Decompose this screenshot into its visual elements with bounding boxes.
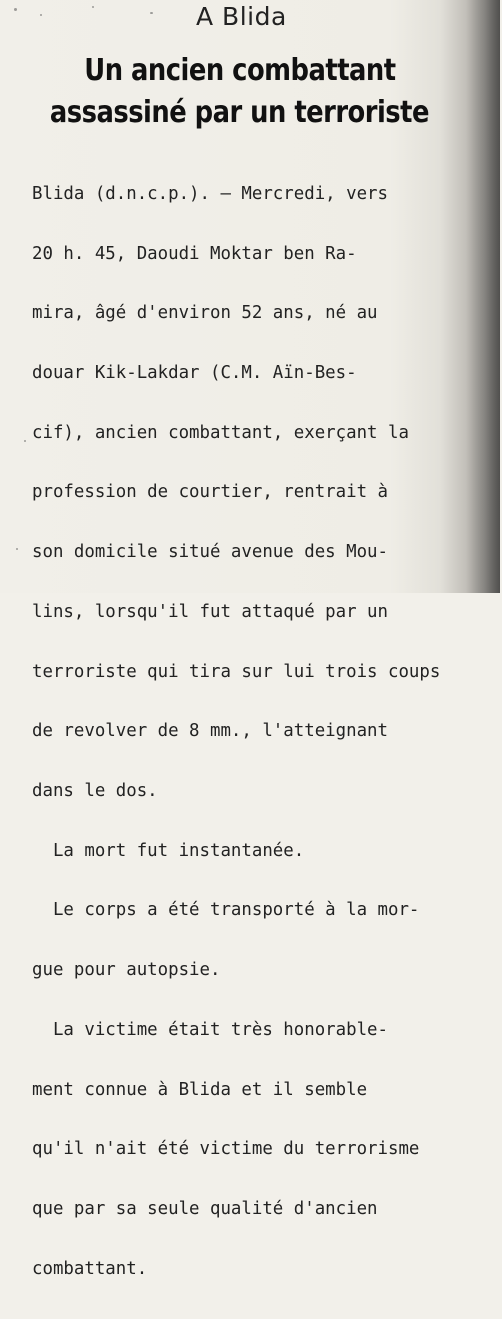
print-speck <box>24 440 26 442</box>
body-line: terroriste qui tira sur lui trois coups <box>32 661 441 682</box>
body-line: La victime était très honorable- <box>32 1019 388 1040</box>
article-kicker: A Blida <box>196 2 287 31</box>
body-line: lins, lorsqu'il fut attaqué par un <box>32 601 388 622</box>
body-line: combattant. <box>32 1258 148 1279</box>
body-line: ment connue à Blida et il semble <box>32 1079 368 1100</box>
body-line: de revolver de 8 mm., l'atteignant <box>32 721 388 742</box>
print-speck <box>150 12 153 14</box>
body-line: La mort fut instantanée. <box>32 840 305 861</box>
headline-line-2: assassiné par un terroriste <box>49 95 429 130</box>
body-line: Blida (d.n.c.p.). — Mercredi, vers <box>32 183 388 204</box>
body-line: dans le dos. <box>32 781 158 801</box>
body-line: douar Kik-Lakdar (C.M. Aïn-Bes- <box>32 362 357 383</box>
print-speck <box>40 14 42 16</box>
article-headline <box>0 50 500 134</box>
print-speck <box>16 548 18 550</box>
body-line: qu'il n'ait été victime du terrorisme <box>32 1139 420 1160</box>
body-line: 20 h. 45, Daoudi Moktar ben Ra- <box>32 243 357 264</box>
body-line: gue pour autopsie. <box>32 960 221 981</box>
body-line: son domicile situé avenue des Mou- <box>32 542 388 563</box>
body-line: Le corps a été transporté à la mor- <box>32 900 420 921</box>
headline-line-1: Un ancien combattant <box>84 53 396 88</box>
body-line: cif), ancien combattant, exerçant la <box>32 422 409 443</box>
body-line: profession de courtier, rentrait à <box>32 482 388 503</box>
print-speck <box>14 8 17 11</box>
print-speck <box>92 6 94 8</box>
article-body <box>32 145 502 1319</box>
body-line: que par sa seule qualité d'ancien <box>32 1199 378 1220</box>
body-line: mira, âgé d'environ 52 ans, né au <box>32 303 378 324</box>
